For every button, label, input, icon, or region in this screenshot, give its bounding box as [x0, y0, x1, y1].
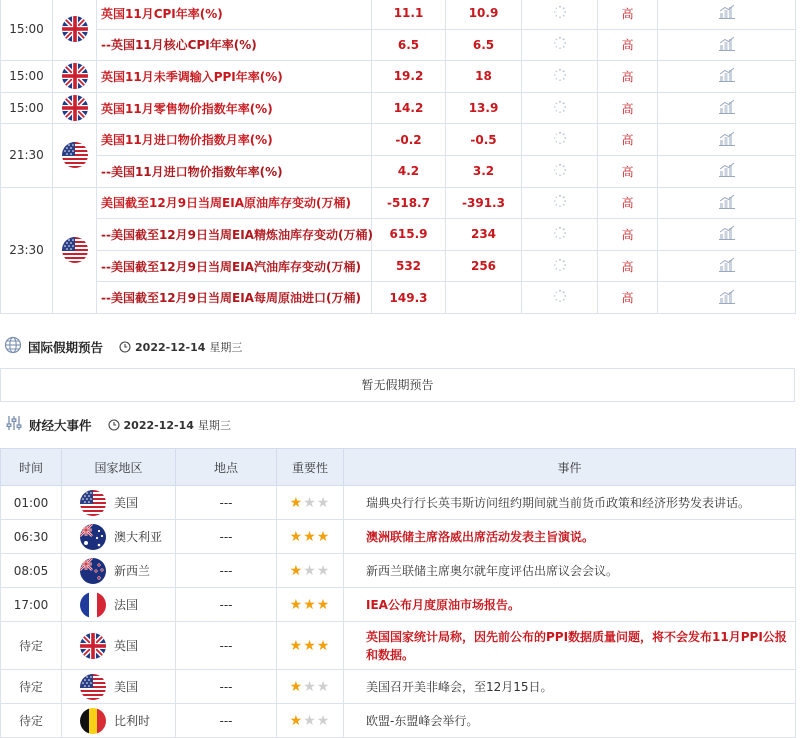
event-description: IEA公布月度原油市场报告。	[344, 588, 796, 622]
chart-link-cell[interactable]	[658, 155, 796, 187]
uk-flag-icon	[62, 95, 88, 121]
indicator-name[interactable]: 英国11月未季调输入PPI年率(%)	[97, 61, 372, 93]
star-icon: ★	[289, 712, 304, 729]
actual-value-pending	[522, 92, 598, 124]
bar-chart-icon[interactable]	[719, 4, 735, 19]
holiday-section-title: 国际假期预告	[28, 340, 104, 355]
event-importance	[277, 588, 344, 622]
forecast-value: -391.3	[446, 187, 522, 219]
chart-link-cell[interactable]	[658, 124, 796, 156]
importance-level: 高	[598, 187, 658, 219]
previous-value: 11.1	[372, 0, 446, 29]
event-description: 欧盟-东盟峰会举行。	[344, 704, 796, 738]
event-description: 新西兰联储主席奥尔就年度评估出席议会会议。	[344, 554, 796, 588]
indicator-name[interactable]: 英国11月CPI年率(%)	[97, 0, 372, 29]
holiday-empty-box	[0, 368, 795, 402]
uk-flag-icon	[62, 63, 88, 89]
event-importance	[277, 554, 344, 588]
actual-value-pending	[522, 0, 598, 29]
event-location: ---	[176, 670, 277, 704]
event-location: ---	[176, 622, 277, 670]
loading-icon	[553, 194, 567, 208]
header-event: 事件	[344, 449, 796, 486]
event-time: 待定	[1, 670, 62, 704]
importance-level: 高	[598, 61, 658, 93]
country-flag-cell	[53, 61, 97, 93]
importance-level: 高	[598, 282, 658, 314]
event-time: 01:00	[1, 486, 62, 520]
indicator-name[interactable]: --美国截至12月9日当周EIA汽油库存变动(万桶)	[97, 250, 372, 282]
country-flag-cell	[53, 187, 97, 313]
bar-chart-icon[interactable]	[719, 257, 735, 272]
event-description: 澳洲联储主席洛威出席活动发表主旨演说。	[344, 520, 796, 554]
events-header-row	[1, 449, 796, 486]
previous-value: 19.2	[372, 61, 446, 93]
nz-flag-icon	[80, 558, 106, 584]
country-flag-cell	[53, 92, 97, 124]
star-icon: ★	[303, 678, 317, 695]
previous-value: 6.5	[372, 29, 446, 61]
event-location: ---	[176, 554, 277, 588]
event-country	[62, 486, 176, 520]
actual-value-pending	[522, 219, 598, 251]
event-row	[1, 670, 796, 704]
importance-level: 高	[598, 155, 658, 187]
event-row	[1, 622, 796, 670]
us-flag-icon	[80, 674, 106, 700]
indicator-name[interactable]: --美国截至12月9日当周EIA每周原油进口(万桶)	[97, 282, 372, 314]
indicator-name[interactable]: --美国截至12月9日当周EIA精炼油库存变动(万桶)	[97, 219, 372, 251]
actual-value-pending	[522, 282, 598, 314]
chart-link-cell[interactable]	[658, 0, 796, 29]
events-weekday: 星期三	[197, 419, 231, 432]
uk-flag-icon	[80, 633, 106, 659]
economic-data-table	[0, 0, 796, 314]
event-country	[62, 622, 176, 670]
country-name: 英国	[114, 639, 139, 653]
forecast-value: 10.9	[446, 0, 522, 29]
holiday-date-value: 2022-12-14	[135, 340, 206, 354]
chart-link-cell[interactable]	[658, 92, 796, 124]
forecast-value	[446, 282, 522, 314]
star-icon: ★	[303, 712, 317, 729]
data-row	[1, 187, 796, 219]
event-row	[1, 588, 796, 622]
event-time: 17:00	[1, 588, 62, 622]
forecast-value: 18	[446, 61, 522, 93]
previous-value: -518.7	[372, 187, 446, 219]
country-name: 澳大利亚	[114, 530, 163, 544]
release-time: 15:00	[1, 0, 53, 61]
event-importance	[277, 670, 344, 704]
event-country	[62, 520, 176, 554]
forecast-value: 256	[446, 250, 522, 282]
chart-link-cell[interactable]	[658, 61, 796, 93]
event-description: 英国国家统计局称，因先前公布的PPI数据质量问题，将不会发布11月PPI公报和数据。	[344, 622, 796, 670]
country-name: 新西兰	[114, 564, 151, 578]
star-icon: ★	[289, 596, 304, 613]
star-icon: ★	[303, 494, 317, 511]
data-row	[1, 282, 796, 314]
previous-value: 14.2	[372, 92, 446, 124]
country-name: 美国	[114, 496, 139, 510]
event-description: 美国召开美非峰会，至12月15日。	[344, 670, 796, 704]
actual-value-pending	[522, 155, 598, 187]
star-icon: ★	[303, 596, 317, 613]
bar-chart-icon[interactable]	[719, 162, 735, 177]
events-table	[0, 448, 796, 738]
event-row	[1, 704, 796, 738]
release-time: 23:30	[1, 187, 53, 313]
previous-value: 149.3	[372, 282, 446, 314]
country-name: 法国	[114, 598, 139, 612]
event-row	[1, 554, 796, 588]
event-location: ---	[176, 520, 277, 554]
previous-value: -0.2	[372, 124, 446, 156]
bar-chart-icon[interactable]	[719, 36, 735, 51]
importance-level: 高	[598, 250, 658, 282]
holiday-date	[119, 339, 242, 355]
data-row	[1, 124, 796, 156]
star-icon: ★	[316, 528, 331, 545]
events-section-title: 财经大事件	[29, 418, 92, 433]
country-flag-cell	[53, 124, 97, 187]
globe-icon	[4, 336, 22, 358]
sliders-icon	[5, 414, 23, 436]
fr-flag-icon	[80, 592, 106, 618]
events-section-header	[0, 414, 231, 436]
star-icon: ★	[289, 494, 304, 511]
forecast-value: 13.9	[446, 92, 522, 124]
events-date	[108, 417, 231, 433]
event-row	[1, 486, 796, 520]
star-icon: ★	[316, 712, 331, 729]
bar-chart-icon[interactable]	[719, 67, 735, 82]
loading-icon	[553, 5, 567, 19]
event-time: 06:30	[1, 520, 62, 554]
loading-icon	[553, 289, 567, 303]
clock-icon	[119, 341, 131, 353]
indicator-name[interactable]: 美国截至12月9日当周EIA原油库存变动(万桶)	[97, 187, 372, 219]
event-location: ---	[176, 704, 277, 738]
loading-icon	[553, 68, 567, 82]
event-importance	[277, 622, 344, 670]
clock-icon	[108, 419, 120, 431]
importance-level: 高	[598, 29, 658, 61]
bar-chart-icon[interactable]	[719, 194, 735, 209]
event-time: 待定	[1, 704, 62, 738]
data-row	[1, 250, 796, 282]
event-importance	[277, 704, 344, 738]
event-time: 待定	[1, 622, 62, 670]
loading-icon	[553, 36, 567, 50]
bar-chart-icon[interactable]	[719, 225, 735, 240]
star-icon: ★	[303, 637, 317, 654]
data-row	[1, 61, 796, 93]
star-icon: ★	[316, 678, 331, 695]
data-row	[1, 219, 796, 251]
loading-icon	[553, 163, 567, 177]
star-icon: ★	[303, 562, 317, 579]
indicator-name[interactable]: 美国11月进口物价指数月率(%)	[97, 124, 372, 156]
forecast-value: 3.2	[446, 155, 522, 187]
star-icon: ★	[316, 596, 331, 613]
chart-link-cell[interactable]	[658, 282, 796, 314]
loading-icon	[553, 258, 567, 272]
data-row	[1, 0, 796, 29]
loading-icon	[553, 100, 567, 114]
star-icon: ★	[289, 562, 304, 579]
star-icon: ★	[316, 637, 331, 654]
country-name: 美国	[114, 680, 139, 694]
bar-chart-icon[interactable]	[719, 131, 735, 146]
loading-icon	[553, 226, 567, 240]
chart-link-cell[interactable]	[658, 29, 796, 61]
actual-value-pending	[522, 124, 598, 156]
forecast-value: 234	[446, 219, 522, 251]
event-country	[62, 588, 176, 622]
event-time: 08:05	[1, 554, 62, 588]
previous-value: 4.2	[372, 155, 446, 187]
uk-flag-icon	[62, 16, 88, 42]
indicator-name[interactable]: --美国11月进口物价指数年率(%)	[97, 155, 372, 187]
chart-link-cell[interactable]	[658, 187, 796, 219]
previous-value: 532	[372, 250, 446, 282]
importance-level: 高	[598, 124, 658, 156]
header-location: 地点	[176, 449, 277, 486]
event-location: ---	[176, 486, 277, 520]
holiday-weekday: 星期三	[209, 341, 243, 354]
loading-icon	[553, 131, 567, 145]
star-icon: ★	[316, 562, 331, 579]
us-flag-icon	[62, 142, 88, 168]
importance-level: 高	[598, 0, 658, 29]
star-icon: ★	[289, 528, 304, 545]
importance-level: 高	[598, 219, 658, 251]
event-importance	[277, 520, 344, 554]
header-importance: 重要性	[277, 449, 344, 486]
forecast-value: -0.5	[446, 124, 522, 156]
us-flag-icon	[80, 490, 106, 516]
country-flag-cell	[53, 0, 97, 61]
actual-value-pending	[522, 250, 598, 282]
chart-link-cell[interactable]	[658, 219, 796, 251]
event-country	[62, 670, 176, 704]
importance-level: 高	[598, 92, 658, 124]
star-icon: ★	[303, 528, 317, 545]
indicator-name[interactable]: --英国11月核心CPI年率(%)	[97, 29, 372, 61]
events-date-value: 2022-12-14	[123, 418, 194, 432]
header-time: 时间	[1, 449, 62, 486]
chart-link-cell[interactable]	[658, 250, 796, 282]
star-icon: ★	[289, 678, 304, 695]
actual-value-pending	[522, 187, 598, 219]
event-country	[62, 554, 176, 588]
star-icon: ★	[289, 637, 304, 654]
release-time: 21:30	[1, 124, 53, 187]
header-country: 国家地区	[62, 449, 176, 486]
bar-chart-icon[interactable]	[719, 99, 735, 114]
data-row	[1, 29, 796, 61]
be-flag-icon	[80, 708, 106, 734]
previous-value: 615.9	[372, 219, 446, 251]
release-time: 15:00	[1, 92, 53, 124]
event-location: ---	[176, 588, 277, 622]
event-country	[62, 704, 176, 738]
data-row	[1, 155, 796, 187]
event-importance	[277, 486, 344, 520]
release-time: 15:00	[1, 61, 53, 93]
bar-chart-icon[interactable]	[719, 289, 735, 304]
event-row	[1, 520, 796, 554]
us-flag-icon	[62, 237, 88, 263]
indicator-name[interactable]: 英国11月零售物价指数年率(%)	[97, 92, 372, 124]
actual-value-pending	[522, 61, 598, 93]
holiday-section-header	[0, 336, 242, 358]
actual-value-pending	[522, 29, 598, 61]
country-name: 比利时	[114, 714, 151, 728]
holiday-empty-text: 暂无假期预告	[361, 378, 434, 392]
data-row	[1, 92, 796, 124]
au-flag-icon	[80, 524, 106, 550]
star-icon: ★	[316, 494, 331, 511]
event-description: 瑞典央行行长英韦斯访问纽约期间就当前货币政策和经济形势发表讲话。	[344, 486, 796, 520]
forecast-value: 6.5	[446, 29, 522, 61]
